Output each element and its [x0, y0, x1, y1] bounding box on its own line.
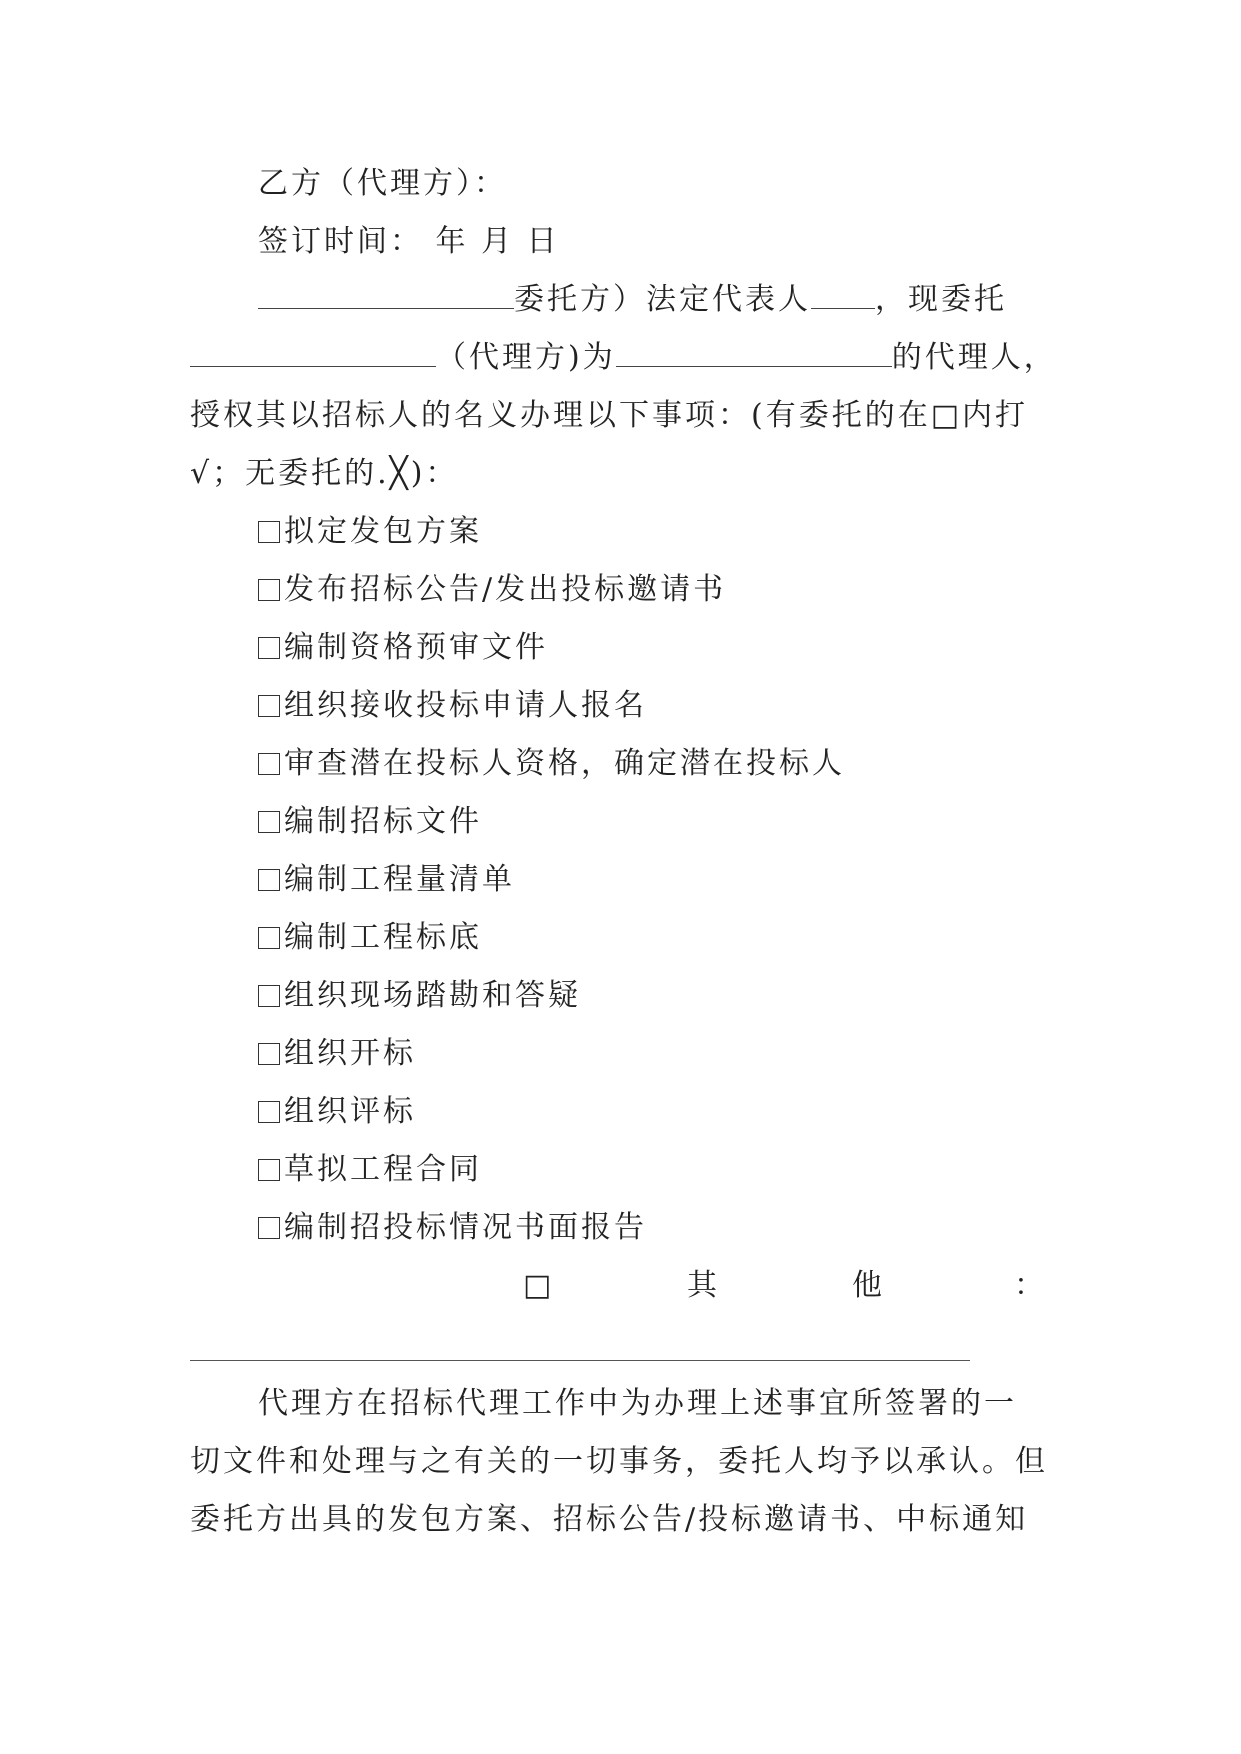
item-row [258, 1092, 416, 1132]
closing-line-1: 代理方在招标代理工作中为办理上述事宜所签署的一 [258, 1386, 1017, 1421]
project-blank [616, 338, 892, 367]
sign-date-line: 签订时间： 年 月 日 [258, 224, 560, 259]
principal-name-blank [258, 280, 514, 309]
checkbox[interactable] [258, 985, 280, 1007]
authorization-scope-line: 授权其以招标人的名义办理以下事项：(有委托的在□内打 [190, 398, 1029, 433]
checkbox[interactable] [258, 1043, 280, 1065]
item-label: 编制工程量清单 [284, 862, 515, 897]
item-label: 组织评标 [284, 1094, 416, 1129]
item-row [258, 744, 845, 784]
principal-line [258, 280, 1007, 320]
item-row [258, 1150, 482, 1190]
item-label: 编制资格预审文件 [284, 630, 548, 665]
checkbox[interactable] [258, 1101, 280, 1123]
checkbox[interactable] [258, 637, 280, 659]
checkbox[interactable] [258, 753, 280, 775]
item-label: 组织接收投标申请人报名 [284, 688, 647, 723]
agent-role-text: 的代理人， [891, 340, 1057, 375]
item-row [258, 860, 515, 900]
checkbox[interactable] [258, 811, 280, 833]
item-label: 草拟工程合同 [284, 1152, 482, 1187]
other-colon: ： [1014, 1268, 1047, 1303]
closing-line-3: 委托方出具的发包方案、招标公告/投标邀请书、中标通知 [190, 1502, 1029, 1537]
other-char-1: 其 [687, 1268, 720, 1303]
checkbox[interactable] [258, 869, 280, 891]
checkbox[interactable] [258, 579, 280, 601]
entrust-text: ，现委托 [875, 282, 1007, 317]
item-row [258, 628, 548, 668]
item-label: 组织开标 [284, 1036, 416, 1071]
item-row [258, 802, 482, 842]
item-label: 发布招标公告/发出投标邀请书 [284, 572, 727, 607]
agent-name-blank [190, 338, 436, 367]
checkbox[interactable] [258, 927, 280, 949]
checkbox[interactable] [258, 1217, 280, 1239]
principal-text: 委托方）法定代表人 [514, 282, 811, 317]
item-row [258, 570, 726, 610]
agent-text: （代理方)为 [436, 340, 616, 375]
item-row [258, 686, 647, 726]
item-label: 编制招投标情况书面报告 [284, 1210, 647, 1245]
item-label: 审查潜在投标人资格，确定潜在投标人 [284, 746, 845, 781]
party-b-line: 乙方（代理方）： [258, 166, 507, 201]
item-label: 组织现场踏勘和答疑 [284, 978, 581, 1013]
item-label: 拟定发包方案 [284, 514, 482, 549]
closing-line-2: 切文件和处理与之有关的一切事务，委托人均予以承认。但 [190, 1444, 1048, 1479]
other-char-2: 他 [852, 1268, 885, 1303]
agent-line [190, 338, 1057, 378]
item-row [258, 512, 482, 552]
item-row [258, 976, 581, 1016]
item-label: 编制工程标底 [284, 920, 482, 955]
item-row [258, 918, 482, 958]
item-row [258, 1034, 416, 1074]
checkbox[interactable] [258, 695, 280, 717]
checkbox[interactable] [258, 521, 280, 543]
authorization-mark-line: √；无委托的.╳)： [190, 456, 459, 491]
checkbox[interactable] [258, 1159, 280, 1181]
other-fill-line [190, 1360, 970, 1361]
other-checkbox[interactable]: □ [523, 1268, 555, 1303]
item-label: 编制招标文件 [284, 804, 482, 839]
item-row [258, 1208, 647, 1248]
legal-rep-blank [811, 280, 875, 309]
